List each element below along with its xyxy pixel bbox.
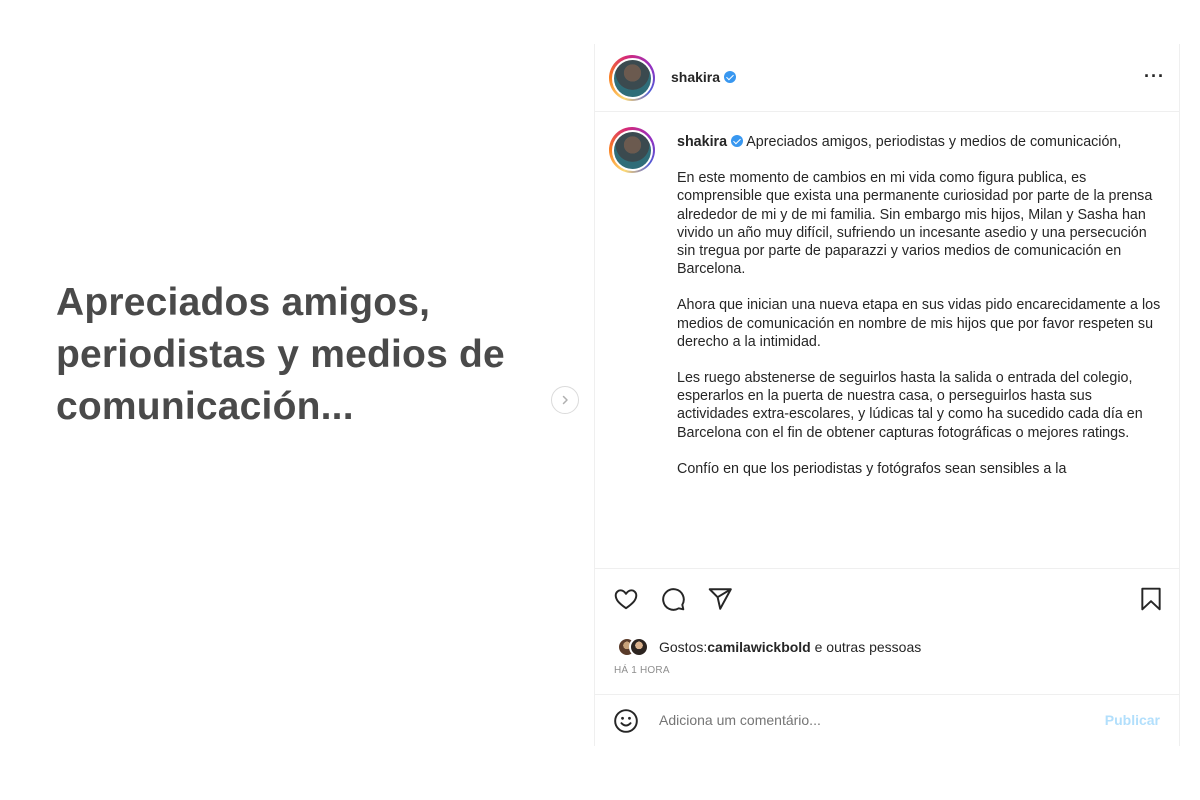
post-header	[595, 44, 1179, 112]
like-button[interactable]	[613, 586, 639, 612]
caption-first-line: Apreciados amigos, periodistas y medios de comunicación,	[746, 134, 1122, 150]
publish-button[interactable]: Publicar	[1104, 712, 1160, 728]
comment-bar	[595, 694, 1179, 746]
caption-text	[677, 133, 1167, 496]
author-avatar[interactable]	[609, 55, 655, 101]
post-side-panel	[594, 44, 1180, 746]
header-username-wrap	[671, 69, 736, 85]
share-button[interactable]	[707, 586, 733, 612]
caption-paragraph: En este momento de cambios en mi vida como figura publica, es comprensible que exista una permanente curiosidad por parte de la prensa alrededor de mi y de mi familia. Sin embargo mis hijos, Milan y Sasha han vivido un año muy difícil, sufriendo un incesante asedio y una persecución sin tregua por parte de paparazzi y varios medios de comunicación en Barcelona.	[677, 170, 1153, 278]
post-media	[0, 44, 594, 746]
comment-input[interactable]	[659, 712, 1059, 728]
emoji-button[interactable]	[613, 708, 639, 734]
more-options-button[interactable]: ···	[1144, 66, 1165, 86]
post-timestamp[interactable]: HÁ 1 HORA	[614, 665, 670, 676]
paper-plane-icon	[707, 586, 733, 612]
next-slide-button[interactable]	[551, 386, 579, 414]
caption-first-paragraph	[677, 133, 1167, 151]
caption-paragraph: Ahora que inician una nueva etapa en sus vidas pido encarecidamente a los medios de comunicación en nombre de mis hijos que por favor respeten su derecho a la intimidad.	[677, 297, 1161, 350]
verified-badge-icon	[724, 71, 736, 83]
chevron-right-icon	[559, 394, 571, 406]
likes-summary	[617, 637, 921, 657]
caption-paragraph: Les ruego abstenerse de seguirlos hasta la salida o entrada del colegio, esperarlos en la puerta de nuestra casa, o perseguirlos hasta sus actividades extra-escolares, y lúdicas tal y como ha sucedido cada día en Barcelona con el fin de obtener capturas fotográficas o mejores ratings.	[677, 370, 1143, 441]
liker-avatar	[629, 637, 649, 657]
avatar-photo	[614, 132, 651, 169]
bookmark-icon	[1138, 586, 1164, 612]
liker-avatars[interactable]	[617, 637, 657, 657]
heart-icon	[613, 586, 639, 612]
caption-scroll-area[interactable]	[595, 113, 1179, 567]
likes-suffix[interactable]: e outras pessoas	[810, 639, 922, 655]
avatar-photo	[614, 60, 651, 97]
caption-paragraph: Confío en que los periodistas y fotógrafos sean sensibles a la	[677, 460, 1067, 477]
verified-badge-icon	[731, 135, 743, 147]
caption-avatar[interactable]	[609, 127, 655, 173]
emoji-smiley-icon	[613, 708, 639, 734]
save-button[interactable]	[1138, 586, 1164, 612]
caption-username[interactable]: shakira	[677, 134, 728, 150]
media-overlay-text: Apreciados amigos, periodistas y medios de comunicación...	[56, 281, 505, 428]
header-username[interactable]: shakira	[671, 69, 721, 85]
comment-icon	[660, 586, 686, 612]
likes-user-link[interactable]: camilawickbold	[707, 639, 811, 655]
post-actions	[595, 568, 1179, 694]
likes-prefix: Gostos:	[659, 639, 708, 655]
comment-button[interactable]	[660, 586, 686, 612]
